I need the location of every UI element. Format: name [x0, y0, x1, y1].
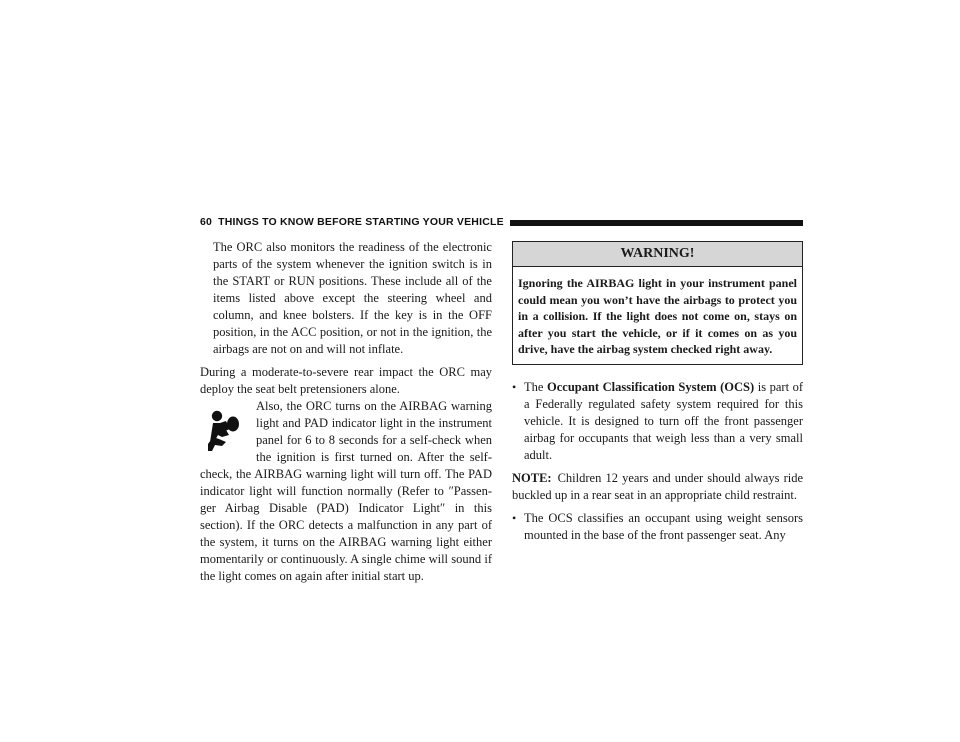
warning-body: Ignoring the AIRBAG light in your instrument panel could mean you won’t have the airbags to protect you in a collision. If the light does not come on, stays on after you start the vehicle, or if it comes on as you drive, have the airbag system checked right away.: [518, 276, 797, 356]
section-title: THINGS TO KNOW BEFORE STARTING YOUR VEHICLE: [218, 216, 504, 228]
airbag-warning-icon: [200, 402, 250, 462]
self-check-paragraph-wrap: [200, 398, 492, 585]
note-paragraph: [512, 470, 803, 504]
orc-monitor-paragraph: The ORC also monitors the readiness of the electronic parts of the system whenever the ignition switch is in the START or RUN positions. These include all of the items listed above except the steering wheel and column, and knee bolsters. If the key is in the OFF position, in the ACC position, or not in the ignition, the airbags are not on and will not inflate.: [213, 240, 492, 356]
ocs-rest: is part of a Federally regulated safety system required for this vehicle. It is designed to turn off the front passenger airbag for occupants that weigh less than a very small adult.: [524, 379, 804, 462]
page-header: [200, 215, 803, 229]
header-text: [200, 216, 504, 228]
note-text: Children 12 years and under should always ride buckled up in a rear seat in an appropriate child restraint.: [512, 470, 803, 502]
bullet-glyph: •: [512, 379, 517, 394]
page-number: 60: [200, 216, 213, 228]
right-column: [512, 241, 803, 544]
warning-title: WARNING!: [513, 242, 802, 267]
header-rule: [510, 220, 803, 226]
bullet-glyph: •: [512, 510, 517, 525]
warning-box: [512, 241, 803, 365]
self-check-paragraph: Also, the ORC turns on the AIRBAG warning light and PAD indicator light in the instrument panel for 6 to 8 seconds for a self-check when the ignition is first turned on. After the self-check, the AIRBAG warning light will turn off. The PAD indicator light will function normally (Refer to ″Passen-ger Airbag Disable (PAD) Indicator Light″ in this section). If the ORC detects a malfunction in any part of the system, it turns on the AIRBAG warning light either momentarily or continuously. A single chime will sound if the light comes on again after initial start up.: [200, 399, 492, 583]
ocs-bullet: [512, 379, 803, 464]
ocs-sensor-bullet: [512, 510, 803, 544]
ocs-sensor-text: The OCS classifies an occupant using weight sensors mounted in the base of the front passenger seat. Any: [524, 510, 803, 542]
left-column: [200, 239, 492, 585]
ocs-prefix: The: [524, 379, 544, 394]
ocs-bold-term: Occupant Classification System (OCS): [547, 379, 755, 394]
ocs-bullet-text: [524, 379, 803, 464]
note-label: NOTE:: [512, 470, 552, 485]
rear-impact-paragraph: During a moderate-to-severe rear impact the ORC may deploy the seat belt pretensioners alone.: [200, 365, 492, 396]
